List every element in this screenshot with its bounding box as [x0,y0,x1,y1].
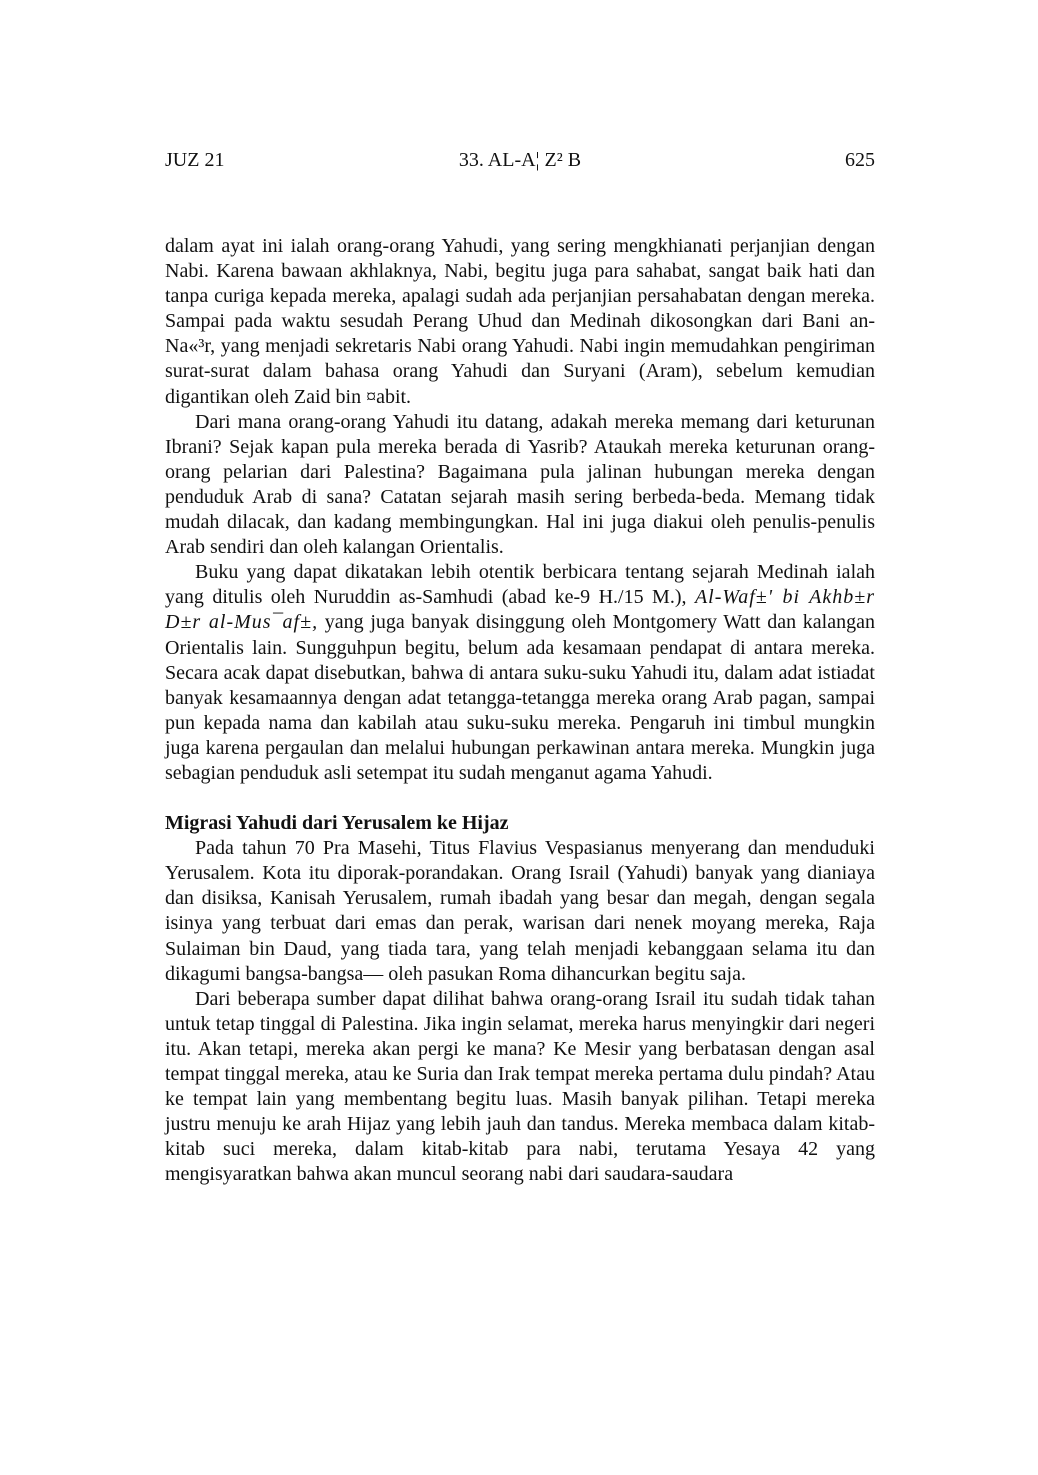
book-title-italic: Al-Waf±' bi Akhb±r D±r al-Mus¯af±, [165,586,875,634]
paragraph-3-text-after: yang juga banyak disinggung oleh Montgomery Watt dan kalangan Orientalis lain. Sungguhpun begitu, belum ada kesamaan pendapat di antara mereka. Secara acak dapat disebutkan, bahwa di antara suku-suku Yahudi itu, dalam adat istiadat banyak kesamaannya dengan adat tetangga-tetangga mereka orang Arab pagan, sampai pun kepada nama dan kabilah atau suku-suku mereka. Pengaruh ini timbul mungkin juga karena pergaulan dan melalui hubungan perkawinan antara mereka. Mungkin juga sebagian penduduk asli setempat itu sudah menganut agama Yahudi. [165,611,875,784]
section-heading: Migrasi Yahudi dari Yerusalem ke Hijaz [165,812,509,835]
body-text [165,234,875,1187]
section-paragraph-1: Pada tahun 70 Pra Masehi, Titus Flavius Vespasianus menyerang dan menduduki Yerusalem. Kota itu diporak-porandakan. Orang Israil (Yahudi) banyak yang dianiaya dan disiksa, Kanisah Yerusalem, rumah ibadah yang besar dan megah, dengan segala isinya yang terbuat dari emas dan perak, warisan dari nenek moyang mereka, Raja Sulaiman bin Daud, yang tiada tara, yang telah menjadi kebanggaan selama itu dan dikagumi bangsa-bangsa— oleh pasukan Roma dihancurkan begitu saja. [165,837,875,985]
paragraph-3-text-before: Buku yang dapat dikatakan lebih otentik berbicara tentang sejarah Medinah ialah yang ditulis oleh Nuruddin as-Samhudi (abad ke-9 H./15 M.), [165,561,875,609]
document-page [165,146,875,1187]
paragraph-3 [165,560,875,786]
juz-label: JUZ 21 [165,149,225,171]
paragraph-1: dalam ayat ini ialah orang-orang Yahudi, yang sering mengkhianati perjanjian dengan Nabi. Karena bawaan akhlaknya, Nabi, begitu juga para sahabat, sangat baik hati dan tanpa curiga kepada mereka, apalagi sudah ada perjanjian persahabatan dengan mereka. Sampai pada waktu sesudah Perang Uhud dan Medinah dikosongkan dari Bani an-Na«³r, yang menjadi sekretaris Nabi orang Yahudi. Nabi ingin memudahkan pengiriman surat-surat dalam bahasa orang Yahudi dan Suryani (Aram), sebelum kemudian digantikan oleh Zaid bin ¤abit. [165,235,875,408]
running-header [165,146,875,174]
section-paragraph-2: Dari beberapa sumber dapat dilihat bahwa orang-orang Israil itu sudah tidak tahan untuk tetap tinggal di Palestina. Jika ingin selamat, mereka harus menyingkir dari negeri itu. Akan tetapi, mereka akan pergi ke mana? Ke Mesir yang berbatasan dengan asal tempat tinggal mereka, atau ke Suria dan Irak tempat mereka pertama dulu pindah? Atau ke tempat lain yang membentang begitu luas. Masih banyak pilihan. Tetapi mereka justru menuju ke arah Hijaz yang lebih jauh dan tandus. Mereka membaca dalam kitab-kitab suci mereka, dalam kitab-kitab para nabi, terutama Yesaya 42 yang mengisyaratkan bahwa akan muncul seorang nabi dari saudara-saudara [165,987,875,1186]
paragraph-2: Dari mana orang-orang Yahudi itu datang, adakah mereka memang dari keturunan Ibrani? Sejak kapan pula mereka berada di Yasrib? Ataukah mereka keturunan orang-orang pelarian dari Palestina? Bagaimana pula jalinan hubungan mereka dengan penduduk Arab di sana? Catatan sejarah masih sering berbeda-beda. Memang tidak mudah dilacak, dan kadang membingungkan. Hal ini juga diakui oleh penulis-penulis Arab sendiri dan oleh kalangan Orientalis. [165,410,875,559]
surah-title: 33. AL-A¦ Z² B [458,149,582,171]
page-number: 625 [845,149,875,171]
